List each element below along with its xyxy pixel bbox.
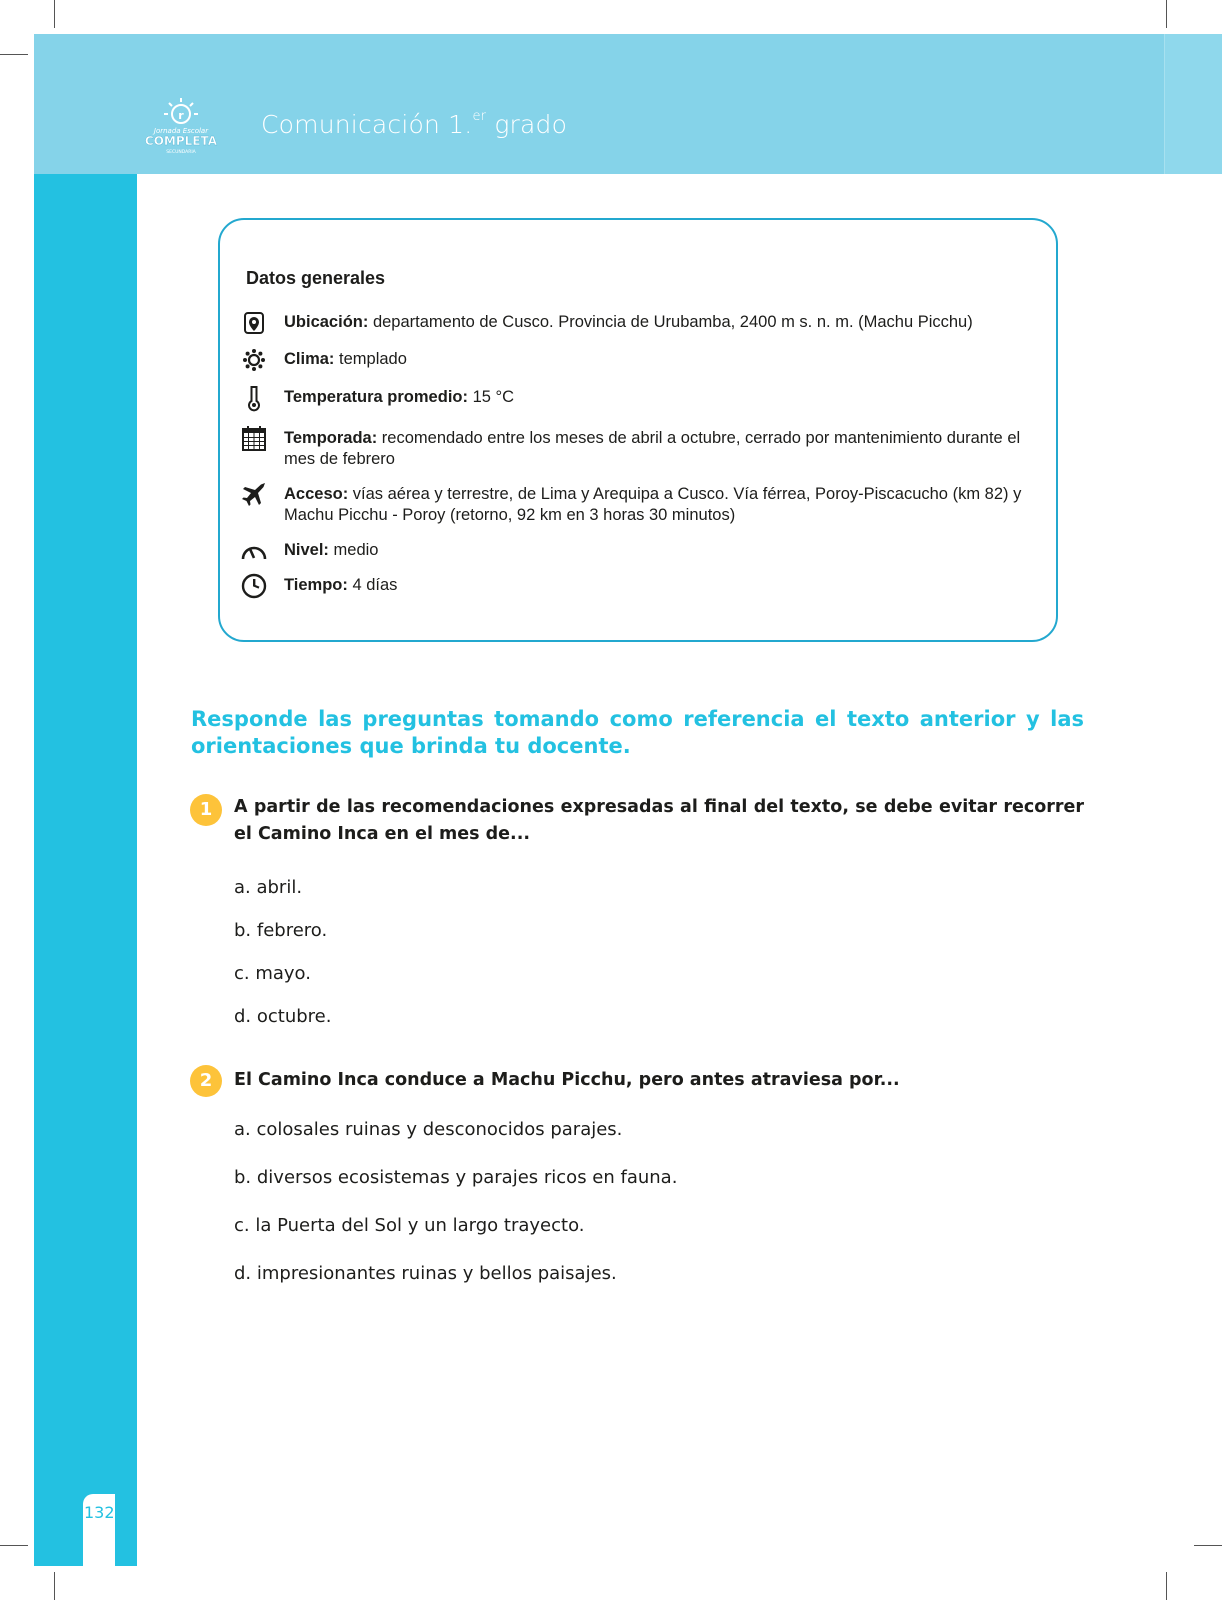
logo-line1: Jornada Escolar — [153, 127, 209, 135]
sun-icon — [240, 346, 268, 374]
speedometer-icon — [240, 537, 268, 565]
info-value: templado — [334, 350, 407, 368]
logo-line3: SECUNDARIA — [166, 150, 196, 155]
crop-mark — [54, 1572, 55, 1600]
answer-option: d. impresionantes ruinas y bellos paisajes. — [234, 1263, 617, 1284]
crop-mark — [1166, 0, 1167, 28]
answer-option: b. febrero. — [234, 920, 328, 941]
info-text — [284, 387, 1040, 408]
header-title — [261, 110, 567, 139]
info-title: Datos generales — [246, 268, 386, 288]
info-label: Clima: — [284, 350, 335, 368]
question-text: A partir de las recomendaciones expresadas al final del texto, se debe evitar recorrer el Camino Inca en el mes de... — [234, 797, 1084, 844]
info-text — [284, 484, 1040, 526]
clock-icon — [240, 572, 268, 600]
info-text — [284, 575, 1040, 596]
info-value: recomendado entre los meses de abril a octubre, cerrado por mantenimiento durante el mes de febrero — [284, 429, 1021, 468]
info-value: 15 °C — [467, 388, 515, 406]
info-label: Tiempo: — [284, 576, 348, 594]
crop-mark — [1194, 1545, 1222, 1546]
info-value: vías aérea y terrestre, de Lima y Arequipa a Cusco. Vía férrea, Poroy-Piscacucho (km 82) y Machu Picchu - Poroy (retorno, 92 km en 3 horas 30 minutos) — [284, 485, 1022, 524]
header-title-main: Comunicación 1. — [261, 110, 473, 139]
svg-text:r: r — [178, 109, 184, 122]
answer-option: d. octubre. — [234, 1006, 332, 1027]
instruction-text: Responde las preguntas tomando como referencia el texto anterior y las orientaciones que brinda tu docente. — [191, 707, 1084, 758]
info-text — [284, 349, 1040, 370]
airplane-icon — [240, 480, 268, 508]
info-value: departamento de Cusco. Provincia de Urubamba, 2400 m s. n. m. (Machu Picchu) — [368, 313, 973, 331]
crop-mark — [1166, 1572, 1167, 1600]
crop-mark — [0, 54, 28, 55]
info-label: Temperatura promedio: — [284, 388, 468, 406]
info-label: Ubicación: — [284, 313, 369, 331]
thermometer-icon — [240, 384, 268, 412]
info-value: 4 días — [347, 576, 398, 594]
info-value: medio — [328, 541, 379, 559]
answer-option: b. diversos ecosistemas y parajes ricos en fauna. — [234, 1167, 678, 1188]
crop-mark — [0, 1545, 28, 1546]
info-text — [284, 428, 1040, 470]
question-text: El Camino Inca conduce a Machu Picchu, pero antes atraviesa por... — [234, 1070, 900, 1090]
answer-option: c. mayo. — [234, 963, 311, 984]
info-label: Acceso: — [284, 485, 349, 503]
sidebar-band — [34, 174, 137, 1566]
info-text — [284, 540, 1040, 561]
header-title-sup: er — [472, 108, 487, 124]
header-tab — [1164, 34, 1222, 174]
header-title-suffix: grado — [486, 110, 568, 139]
answer-option: a. abril. — [234, 877, 303, 898]
info-text — [284, 312, 1040, 333]
question-number-badge: 2 — [190, 1065, 222, 1097]
page-number: 132 — [84, 1503, 115, 1522]
jornada-escolar-logo — [142, 96, 220, 158]
question-number-badge: 1 — [190, 794, 222, 826]
location-pin-icon — [240, 309, 268, 337]
info-label: Temporada: — [284, 429, 378, 447]
info-label: Nivel: — [284, 541, 329, 559]
crop-mark — [54, 0, 55, 28]
answer-option: c. la Puerta del Sol y un largo trayecto. — [234, 1215, 585, 1236]
logo-line2: COMPLETA — [144, 134, 218, 148]
calendar-icon — [240, 423, 268, 451]
answer-option: a. colosales ruinas y desconocidos parajes. — [234, 1119, 623, 1140]
